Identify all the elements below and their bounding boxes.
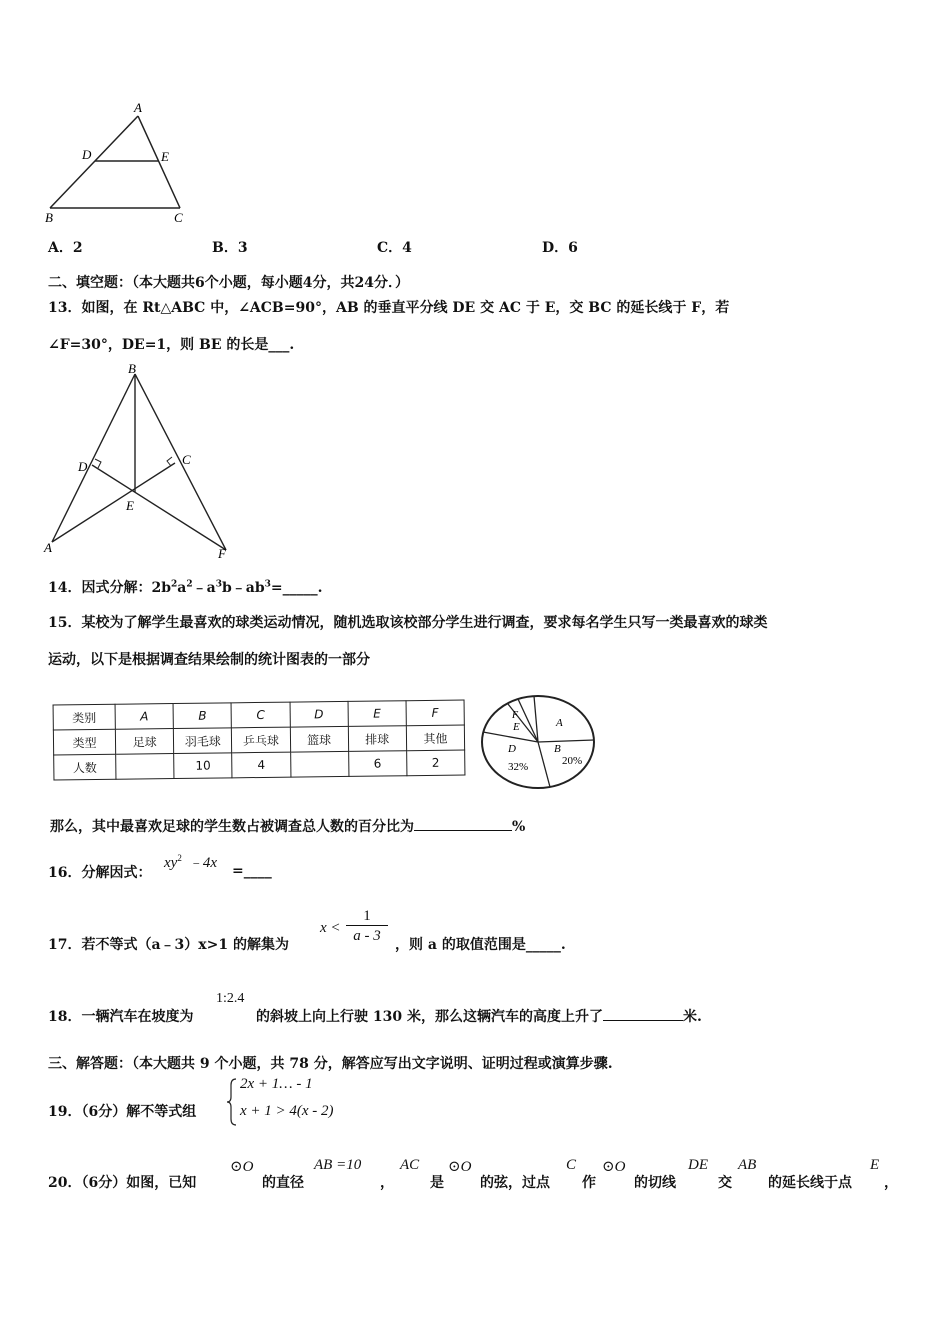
pie-divider-cd [483, 732, 538, 742]
q13-line1: 13．如图，在 Rt△ABC 中，∠ACB=90°，AB 的垂直平分线 DE 交 AC 于 E，交 BC 的延长线于 F，若 [48, 300, 730, 316]
label-c: C [182, 452, 191, 467]
q20-comma: ， [380, 1175, 394, 1191]
q20-text-4: 的弦，过点 [480, 1175, 550, 1191]
table-cell: 篮球 [290, 726, 348, 752]
label-c: C [174, 210, 183, 225]
pie-divider-db [538, 742, 550, 787]
section-3-heading: 三、解答题：（本大题共 9 个小题，共 78 分，解答应写出文字说明、证明过程或演算步骤. [48, 1056, 613, 1072]
q18-ratio: 1:2.4 [216, 991, 245, 1006]
q20-text: 20．（6分）如图，已知 [48, 1175, 197, 1191]
pie-label-b: B [554, 743, 561, 755]
label-a: A [44, 540, 52, 555]
answer-blank [603, 1008, 683, 1021]
q20-ab: AB =10 [314, 1157, 362, 1173]
q20-text-6: 的切线 [634, 1175, 676, 1191]
q20-circle-o-1: ⊙O [230, 1159, 254, 1175]
table-cell: 人数 [54, 754, 116, 780]
q17-lhs: x < [320, 920, 341, 936]
q20-text-2: 的直径 [262, 1175, 304, 1191]
q16-expression: $xy^2$ ﹣4x [164, 853, 217, 871]
choice-b: B．3 [212, 240, 248, 256]
q20-circle-o-2: ⊙O [448, 1159, 472, 1175]
q16-text: 16．分解因式： [48, 865, 152, 881]
survey-table [53, 699, 466, 780]
q16-suffix: =____ [232, 863, 272, 879]
table-cell [290, 751, 348, 777]
section-2-heading: 二、填空题：（本大题共6个小题，每小题4分，共24分．） [48, 275, 409, 291]
label-e: E [126, 498, 134, 513]
q19-equation-2: x + 1 > 4(x - 2) [240, 1103, 334, 1119]
q20-text-8: 的延长线于点 [768, 1175, 852, 1191]
q15-line2: 运动，以下是根据调查结果绘制的统计图表的一部分 [48, 652, 370, 668]
table-cell: 足球 [115, 729, 173, 755]
table-cell: A [115, 704, 173, 730]
label-d: D [78, 459, 88, 474]
table-cell: 2 [406, 750, 464, 776]
label-d: D [82, 147, 92, 162]
q18-prefix: 18．一辆汽车在坡度为 [48, 1009, 194, 1025]
q20-e: E [870, 1157, 880, 1173]
triangle-figure-q13 [40, 362, 250, 562]
label-e: E [161, 149, 169, 164]
q15-line1: 15．某校为了解学生最喜欢的球类运动情况，随机选取该校部分学生进行调查，要求每名学生只写一类最喜欢的球类 [48, 615, 768, 631]
table-cell: 其他 [406, 725, 464, 751]
q20-ac: AC [400, 1157, 420, 1173]
q19-prefix: 19．（6分）解不等式组 [48, 1104, 197, 1120]
q17-numerator: 1 [346, 907, 388, 926]
brace-icon [226, 1077, 238, 1127]
pie-label-d: D [508, 743, 516, 755]
answer-blank [414, 818, 512, 831]
table-cell: 6 [348, 751, 406, 777]
label-b: B [45, 210, 53, 225]
table-cell: 羽毛球 [174, 728, 233, 754]
q17-denominator: a - 3 [353, 928, 381, 944]
table-cell: B [173, 703, 232, 729]
table-cell: 4 [232, 752, 290, 778]
q20-text-5: 作 [582, 1175, 596, 1191]
table-cell: 乒乓球 [232, 727, 290, 753]
label-b: B [128, 362, 136, 376]
q13-line2: ∠F=30°，DE=1，则 BE 的长是___. [48, 337, 295, 353]
pie-label-a: A [556, 717, 563, 729]
q15-question: 那么，其中最喜欢足球的学生数占被调查总人数的百分比为 % [50, 819, 526, 835]
q17-suffix: ，则 a 的取值范围是_____. [395, 937, 566, 953]
q18-middle: 的斜坡上向上行驶 130 米，那么这辆汽车的高度上升了 米. [256, 1009, 702, 1025]
q20-text-7: 交 [718, 1175, 732, 1191]
table-cell: D [290, 701, 348, 727]
q17-fraction [346, 907, 388, 946]
table-cell: 10 [174, 753, 233, 779]
table-cell: C [231, 702, 289, 728]
q20-c: C [566, 1157, 577, 1173]
table-cell: 排球 [348, 726, 406, 752]
pie-divider-ba [538, 740, 594, 742]
q20-text-9: ， [884, 1175, 898, 1191]
choice-a: A．2 [48, 240, 83, 256]
q17-prefix: 17．若不等式（a﹣3）x>1 的解集为 [48, 937, 289, 953]
pie-label-f: F [512, 710, 519, 721]
table-row [54, 750, 465, 780]
q20-de: DE [688, 1157, 708, 1173]
choice-d: D．6 [542, 240, 578, 256]
q14-text: 14．因式分解：$2b^2a^2﹣a^3b﹣ab^3=\_\_\_\_\_$. [48, 579, 323, 596]
pie-chart [478, 690, 603, 795]
q20-circle-o-3: ⊙O [602, 1159, 626, 1175]
triangle-figure-q12 [40, 98, 200, 226]
table-cell: E [348, 701, 406, 727]
table-cell [116, 754, 174, 780]
label-f: F [218, 546, 226, 561]
pie-label-e: E [513, 721, 520, 733]
pie-label-b-percent: 20% [562, 755, 583, 767]
table-cell: 类别 [53, 704, 115, 730]
q20-text-3: 是 [430, 1175, 444, 1191]
table-cell: F [406, 700, 464, 726]
label-a: A [134, 100, 142, 115]
table-cell: 类型 [53, 729, 115, 755]
pie-label-d-percent: 32% [508, 761, 529, 773]
choice-c: C．4 [377, 240, 412, 256]
q20-ab-2: AB [738, 1157, 757, 1173]
q19-equation-1: 2x + 1… - 1 [240, 1076, 313, 1092]
